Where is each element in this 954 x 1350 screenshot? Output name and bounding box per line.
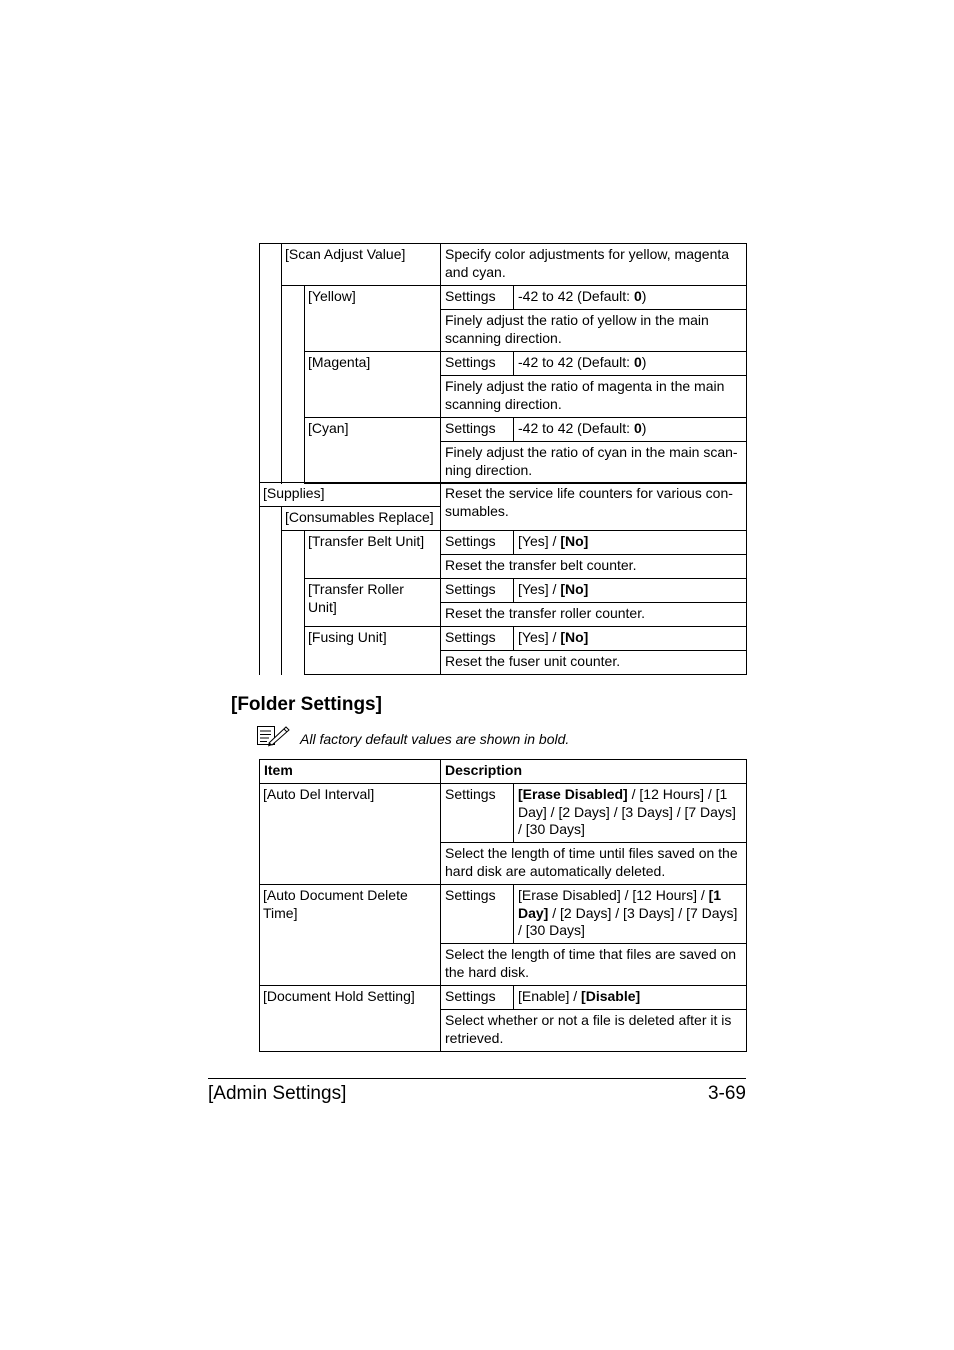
magenta-label: [Magenta] bbox=[305, 352, 441, 418]
magenta-settings-value: -42 to 42 (Default: 0) bbox=[514, 352, 747, 376]
indent-cell bbox=[260, 507, 282, 675]
cyan-label: [Cyan] bbox=[305, 418, 441, 484]
indent-cell bbox=[282, 531, 305, 675]
transfer-belt-label: [Transfer Belt Unit] bbox=[305, 531, 441, 579]
table-row bbox=[260, 986, 747, 1010]
transfer-belt-desc: Reset the transfer belt counter. bbox=[441, 555, 747, 579]
fusing-unit-label: [Fusing Unit] bbox=[305, 627, 441, 675]
table-row bbox=[260, 885, 747, 944]
yellow-label: [Yellow] bbox=[305, 286, 441, 352]
yellow-settings-value: -42 to 42 (Default: 0) bbox=[514, 286, 747, 310]
consumables-replace-label: [Consumables Replace] bbox=[282, 507, 441, 531]
cyan-settings-value: -42 to 42 (Default: 0) bbox=[514, 418, 747, 442]
transfer-roller-label: [Transfer Roller Unit] bbox=[305, 579, 441, 627]
table-row bbox=[260, 784, 747, 843]
indent-cell bbox=[282, 286, 305, 484]
doc-hold-desc: Select whether or not a file is deleted after it is retrieved. bbox=[441, 1010, 747, 1052]
section-title: [Folder Settings] bbox=[231, 694, 382, 715]
cyan-desc: Finely adjust the ratio of cyan in the main scan-ning direction. bbox=[441, 442, 747, 484]
footer-page-number: 3-69 bbox=[707, 1083, 746, 1104]
auto-del-interval-desc: Select the length of time until files saved on the hard disk are automatically deleted. bbox=[441, 843, 747, 885]
scan-supplies-table bbox=[259, 243, 747, 484]
transfer-roller-settings-label: Settings bbox=[441, 579, 514, 603]
table-row bbox=[260, 286, 747, 310]
table-row bbox=[260, 483, 747, 507]
auto-doc-delete-desc: Select the length of time that files are saved on the hard disk. bbox=[441, 944, 747, 986]
fusing-unit-desc: Reset the fuser unit counter. bbox=[441, 651, 747, 675]
table-row bbox=[260, 627, 747, 651]
scan-adjust-desc: Specify color adjustments for yellow, magenta and cyan. bbox=[441, 244, 747, 286]
magenta-desc: Finely adjust the ratio of magenta in the main scanning direction. bbox=[441, 376, 747, 418]
magenta-settings-label: Settings bbox=[441, 352, 514, 376]
transfer-roller-settings-value: [Yes] / [No] bbox=[514, 579, 747, 603]
doc-hold-settings-label: Settings bbox=[441, 986, 514, 1010]
cyan-settings-label: Settings bbox=[441, 418, 514, 442]
supplies-table bbox=[259, 482, 747, 675]
yellow-desc: Finely adjust the ratio of yellow in the main scanning direction. bbox=[441, 310, 747, 352]
table-row bbox=[260, 579, 747, 603]
auto-del-interval-label: [Auto Del Interval] bbox=[260, 784, 441, 885]
auto-doc-delete-settings-label: Settings bbox=[441, 885, 514, 944]
transfer-belt-settings-label: Settings bbox=[441, 531, 514, 555]
table-row bbox=[260, 244, 747, 286]
footer-section-name: [Admin Settings] bbox=[208, 1083, 347, 1104]
note-text: All factory default values are shown in bold. bbox=[300, 731, 570, 747]
indent-cell bbox=[260, 244, 282, 484]
doc-hold-label: [Document Hold Setting] bbox=[260, 986, 441, 1052]
folder-settings-table bbox=[259, 759, 747, 1052]
header-item: Item bbox=[260, 760, 441, 784]
memo-pencil-icon bbox=[256, 723, 290, 747]
auto-del-interval-settings-label: Settings bbox=[441, 784, 514, 843]
fusing-unit-settings-value: [Yes] / [No] bbox=[514, 627, 747, 651]
table-header-row bbox=[260, 760, 747, 784]
scan-adjust-label: [Scan Adjust Value] bbox=[282, 244, 441, 286]
table-row bbox=[260, 531, 747, 555]
fusing-unit-settings-label: Settings bbox=[441, 627, 514, 651]
auto-doc-delete-label: [Auto Document Delete Time] bbox=[260, 885, 441, 986]
table-row bbox=[260, 352, 747, 376]
yellow-settings-label: Settings bbox=[441, 286, 514, 310]
doc-hold-settings-value: [Enable] / [Disable] bbox=[514, 986, 747, 1010]
supplies-desc: Reset the service life counters for various con-sumables. bbox=[441, 483, 747, 531]
table-row bbox=[260, 418, 747, 442]
header-description: Description bbox=[441, 760, 747, 784]
auto-del-interval-settings-value: [Erase Disabled] / [12 Hours] / [1 Day] / [2 Days] / [3 Days] / [7 Days] / [30 Days] bbox=[514, 784, 747, 843]
footer-rule bbox=[208, 1078, 746, 1079]
supplies-label: [Supplies] bbox=[260, 483, 441, 507]
transfer-belt-settings-value: [Yes] / [No] bbox=[514, 531, 747, 555]
auto-doc-delete-settings-value: [Erase Disabled] / [12 Hours] / [1 Day] / [2 Days] / [3 Days] / [7 Days] / [30 Days] bbox=[514, 885, 747, 944]
transfer-roller-desc: Reset the transfer roller counter. bbox=[441, 603, 747, 627]
